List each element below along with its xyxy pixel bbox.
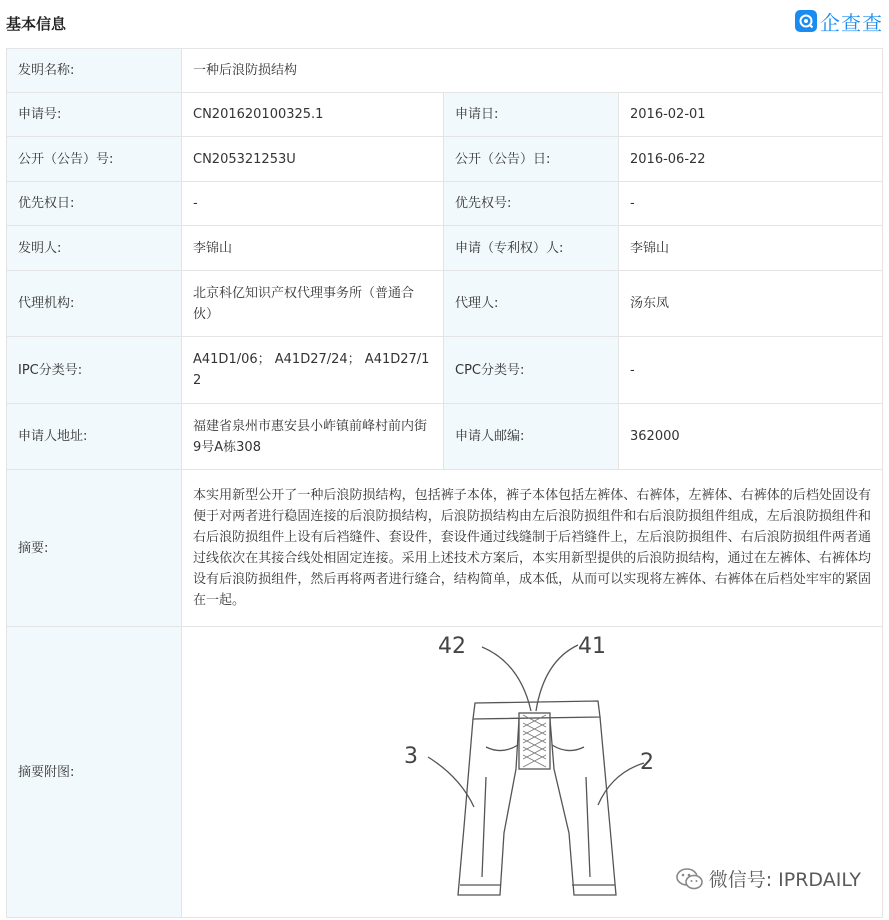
table-row xyxy=(7,337,883,404)
qichacha-logo-icon xyxy=(795,10,817,32)
cpc-label: CPC分类号: xyxy=(444,337,619,404)
table-row xyxy=(7,49,883,93)
priority-no-value: - xyxy=(619,182,883,226)
table-row xyxy=(7,93,883,137)
table-row xyxy=(7,226,883,271)
priority-date-value: - xyxy=(182,182,444,226)
section-title: 基本信息 xyxy=(6,15,67,33)
leader-42 xyxy=(482,647,531,711)
priority-date-label: 优先权日: xyxy=(7,182,182,226)
figure-label: 摘要附图: xyxy=(7,627,182,918)
ipc-value: A41D1/06； A41D27/24； A41D27/12 xyxy=(182,337,444,404)
table-row xyxy=(7,182,883,226)
table-row xyxy=(7,404,883,470)
priority-no-label: 优先权号: xyxy=(444,182,619,226)
abstract-label: 摘要: xyxy=(7,470,182,627)
watermark-text: 微信号: IPRDAILY xyxy=(708,869,861,891)
ipc-label: IPC分类号: xyxy=(7,337,182,404)
applicant-value: 李锦山 xyxy=(619,226,883,271)
inventor-label: 发明人: xyxy=(7,226,182,271)
application-date-value: 2016-02-01 xyxy=(619,93,883,137)
table-row xyxy=(7,470,883,627)
table-row xyxy=(7,271,883,337)
left-leg xyxy=(458,719,519,895)
agency-label: 代理机构: xyxy=(7,271,182,337)
application-no-label: 申请号: xyxy=(7,93,182,137)
figure-label-41: 41 xyxy=(578,634,606,659)
agency-link[interactable]: 北京科亿知识产权代理事务所（普通合伙） xyxy=(182,271,444,337)
right-leg xyxy=(550,717,616,895)
header xyxy=(0,0,889,48)
publication-no-value: CN205321253U xyxy=(182,137,444,182)
address-label: 申请人地址: xyxy=(7,404,182,470)
figure-label-42: 42 xyxy=(438,634,466,659)
address-value: 福建省泉州市惠安县小岞镇前峰村前内街9号A栋308 xyxy=(182,404,444,470)
invention-name-label: 发明名称: xyxy=(7,49,182,93)
invention-name-value: 一种后浪防损结构 xyxy=(182,49,883,93)
publication-date-value: 2016-06-22 xyxy=(619,137,883,182)
basic-info-table xyxy=(6,48,883,918)
brand-logo[interactable] xyxy=(795,8,883,34)
postcode-label: 申请人邮编: xyxy=(444,404,619,470)
figure-label-3: 3 xyxy=(404,744,418,769)
applicant-label: 申请（专利权）人: xyxy=(444,226,619,271)
figure-label-2: 2 xyxy=(640,750,654,775)
inventor-value: 李锦山 xyxy=(182,226,444,271)
postcode-value: 362000 xyxy=(619,404,883,470)
brand-name: 企查查 xyxy=(820,10,883,35)
application-date-label: 申请日: xyxy=(444,93,619,137)
publication-no-label: 公开（公告）号: xyxy=(7,137,182,182)
abstract-text: 本实用新型公开了一种后浪防损结构，包括裤子本体，裤子本体包括左裤体、右裤体，左裤体、右裤体的后档处固设有便于对两者进行稳固连接的后浪防损结构，后浪防损结构由左后浪防损组件和右后浪防损组件组成，左后浪防损组件和右后浪防损组件上设有后裆缝件、套设件，套设件通过线缝制于后裆缝件上，左后浪防损组件、右后浪防损组件两者通过线依次在其接合线处相固定连接。采用上述技术方案后，本实用新型提供的后浪防损结构，通过在左裤体、右裤体均设有后浪防损组件，然后再将两者进行缝合，结构简单，成本低，从而可以实现将左裤体、右裤体在后档处牢牢的紧固在一起。 xyxy=(182,470,883,627)
agent-value: 汤东凤 xyxy=(619,271,883,337)
cpc-value: - xyxy=(619,337,883,404)
application-no-value: CN201620100325.1 xyxy=(182,93,444,137)
wechat-watermark xyxy=(675,865,861,892)
table-row xyxy=(7,137,883,182)
wechat-icon xyxy=(675,867,705,891)
publication-date-label: 公开（公告）日: xyxy=(444,137,619,182)
agent-label: 代理人: xyxy=(444,271,619,337)
